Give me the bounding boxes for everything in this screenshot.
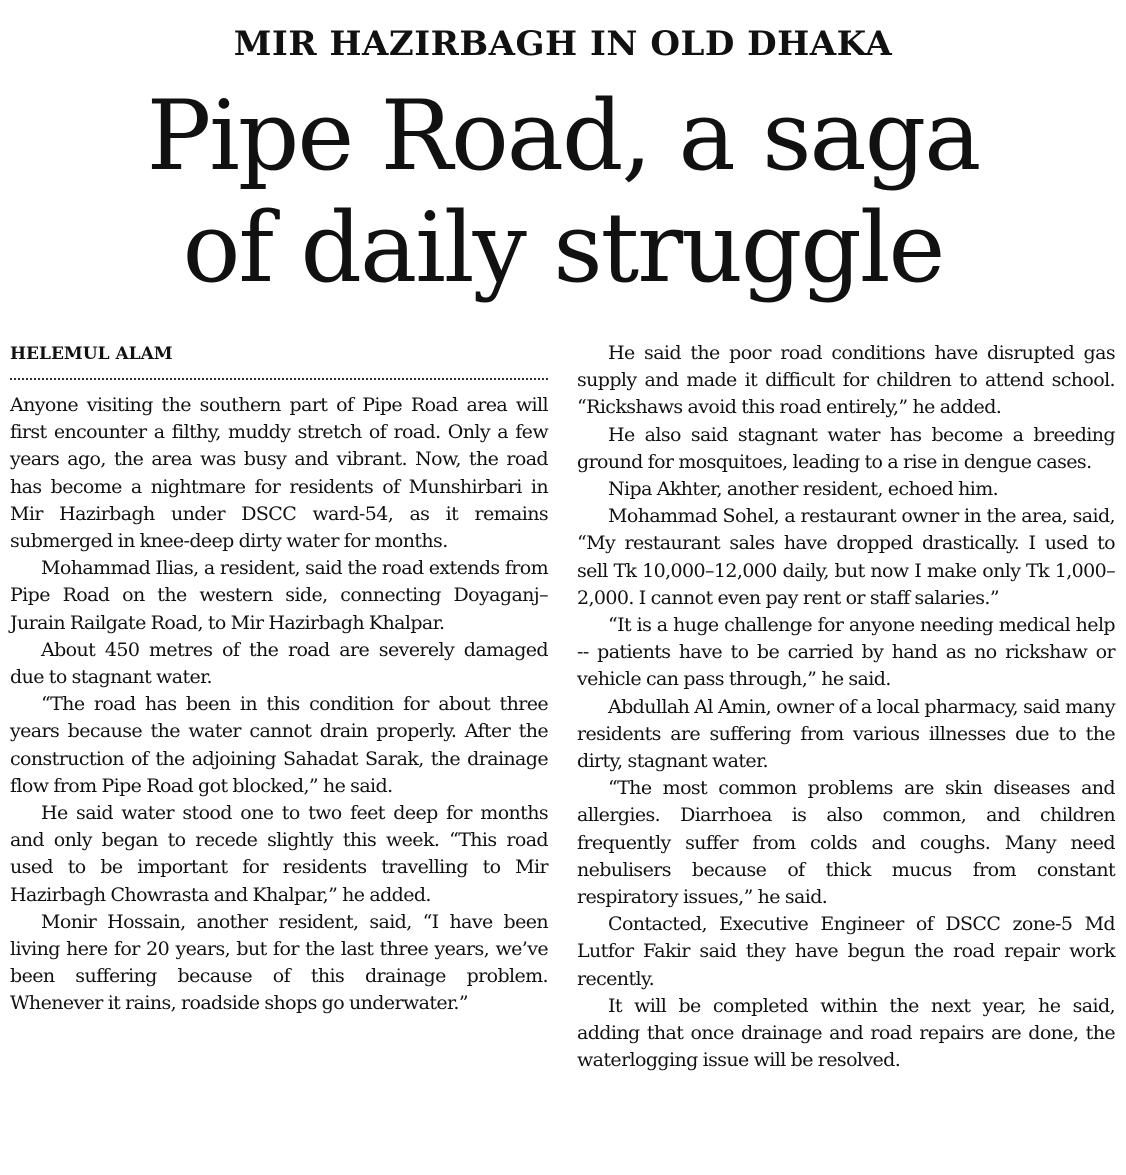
right-column [577,340,1115,1074]
paragraph: Nipa Akhter, another resident, echoed him. [608,478,999,501]
headline-line-2: of daily struggle [182,192,944,304]
paragraph: Mohammad Sohel, a restaurant owner in the area, said, “My restaurant sales have dropped drastically. I used to sell Tk 10,000–12,000 daily, but now I make only Tk 1,000–2,000. I cannot even pay rent or staff salaries.” [577,505,1115,609]
paragraph: He also said stagnant water has become a breeding ground for mosquitoes, leading to a rise in dengue cases. [577,423,1115,473]
paragraph: About 450 metres of the road are severely damaged due to stagnant water. [10,638,548,689]
paragraph: “It is a huge challenge for anyone needing medical help -- patients have to be carried by hand as no rickshaw or vehicle can pass through,” he said. [577,614,1115,691]
paragraph: “The most common problems are skin diseases and allergies. Diarrhoea is also common, and children frequently suffer from colds and coughs. Many need nebulisers because of thick mucus from constant respiratory issues,” he said. [577,777,1115,909]
paragraph: He said water stood one to two feet deep for months and only began to recede slightly this week. “This road used to be important for residents travelling to Mir Hazirbagh Chowrasta and Khalpar,” he added. [10,802,548,906]
paragraph: Monir Hossain, another resident, said, “I have been living here for 20 years, but for the last three years, we’ve been suffering because of this drainage problem. Whenever it rains, roadside shops go underwater.” [10,910,548,1015]
paragraph: He said the poor road conditions have disrupted gas supply and made it difficult for children to attend school. “Rickshaws avoid this road entirely,” he added. [577,342,1115,419]
paragraph: Anyone visiting the southern part of Pipe Road area will first encounter a filthy, muddy stretch of road. Only a few years ago, the area was busy and vibrant. Now, the road has become a nightmare for residents of Munshirbari in Mir Hazirbagh under DSCC ward-54, as it remains submerged in knee-deep dirty water for months. [10,394,548,553]
left-column [10,392,548,1018]
article-kicker: MIR HAZIRBAGH IN OLD DHAKA [233,24,893,64]
article-headline [0,80,1126,304]
paragraph: Abdullah Al Amin, owner of a local pharmacy, said many residents are suffering from various illnesses due to the dirty, stagnant water. [577,695,1115,773]
headline-line-1: Pipe Road, a saga [146,80,980,192]
byline: HELEMUL ALAM [10,344,173,364]
byline-divider [10,378,548,380]
paragraph: Mohammad Ilias, a resident, said the road extends from Pipe Road on the western side, connecting Doyaganj–Jurain Railgate Road, to Mir Hazirbagh Khalpar. [10,557,548,634]
paragraph: “The road has been in this condition for about three years because the water cannot drain properly. After the construction of the adjoining Sahadat Sarak, the drainage flow from Pipe Road got blocked,” he said. [10,693,548,797]
paragraph: It will be completed within the next year, he said, adding that once drainage and road repairs are done, the waterlogging issue will be resolved. [577,994,1115,1072]
paragraph: Contacted, Executive Engineer of DSCC zone-5 Md Lutfor Fakir said they have begun the road repair work recently. [577,913,1115,990]
